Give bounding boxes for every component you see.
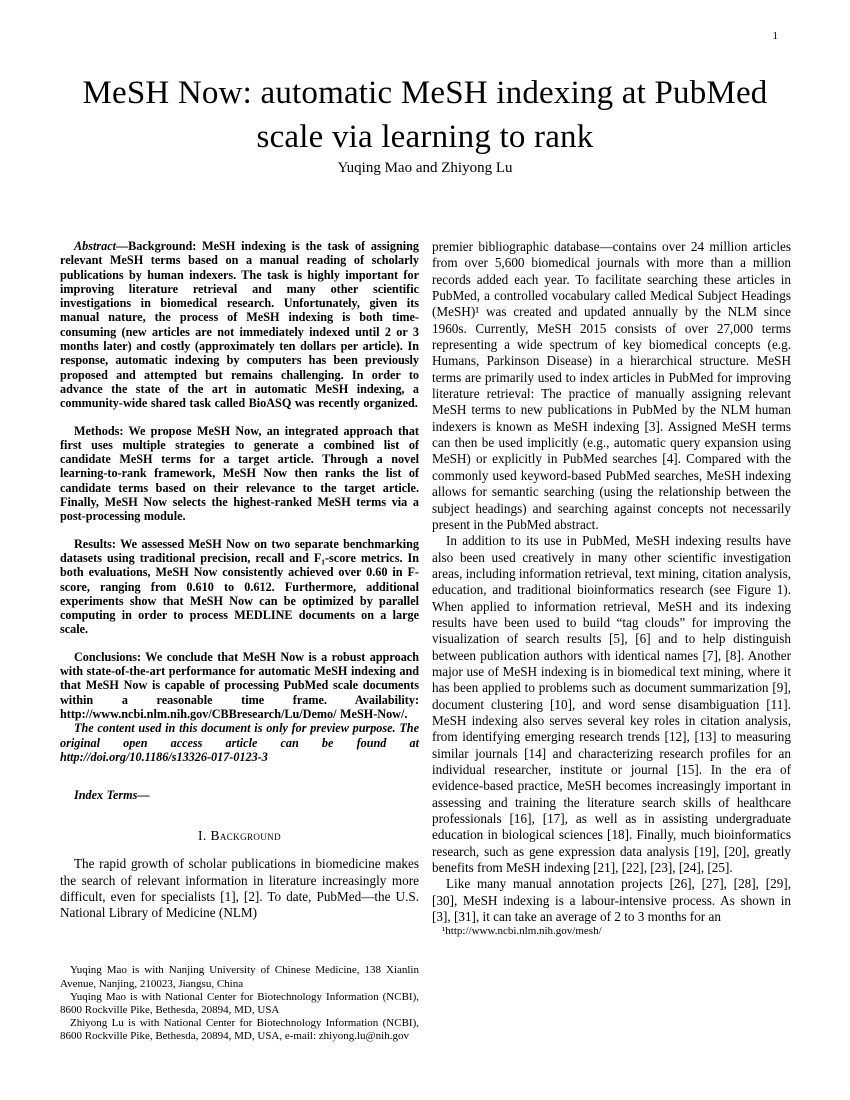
preview-note: The content used in this document is only for preview purpose. The original open access article can be found at http://doi.org/10.1186/s13326-017-0123-3 <box>60 721 419 764</box>
background-paragraph-right-2: In addition to its use in PubMed, MeSH indexing results have also been used creatively in many other scientific investigation areas, including information retrieval, text mining, citation analysis, education, and traditional bioinformatics research (see Figure 1). When applied to information retrieval, MeSH and its indexing results have been used to build “tag clouds” for improving the visualization of search results [5], [6] and to help distinguish between publication authors with identical names [7], [8]. Another major use of MeSH indexing is in biomedical text mining, where it has been applied to problems such as document summarization [9], document clustering [10], and word sense disambiguation [11]. MeSH indexing also serves several key roles in citation analysis, from identifying emerging research trends [12], [13] to measuring similar journals [14] and characterizing research profiles for an individual researcher, institute or journal [15]. In the era of evidence-based practice, MeSH becomes increasingly important in assessing and training the literature search skills of healthcare professionals [16], [17], as well as in assisting undergraduate education in biological sciences [18]. Finally, much bioinformatics research, such as gene expression data analysis [19], [20], greatly benefits from MeSH indexing [21], [22], [23], [24], [25]. <box>432 533 791 876</box>
index-terms-label: Index Terms— <box>74 788 150 803</box>
abstract-background-text: —Background: MeSH indexing is the task of assigning relevant MeSH terms based on a manual reading of scholarly publications by human indexers. The task is highly important for improving literature retrieval and many other scientific investigations in biomedical research. Unfortunately, given its manual nature, the process of MeSH indexing is both time-consuming (new articles are not immediately indexed until 2 or 3 months later) and costly (approximately ten dollars per article). In response, automatic indexing by computers has been previously proposed and attempted but remains challenging. In order to advance the state of the art in automatic MeSH indexing, a community-wide shared task called BioASQ was recently organized. <box>60 239 419 411</box>
page-number: 1 <box>772 30 778 42</box>
right-column <box>432 239 791 1043</box>
abstract-results-paragraph: Results: We assessed MeSH Now on two separate benchmarking datasets using traditional precision, recall and F₁-score metrics. In both evaluations, MeSH Now consistently achieved over 0.60 in F-score, ranging from 0.610 to 0.612. Furthermore, additional experiments show that MeSH Now can be optimized by parallel computing in order to process MEDLINE documents on a large scale. <box>60 536 419 637</box>
affiliation-footnote-2: Yuqing Mao is with National Center for Biotechnology Information (NCBI), 8600 Rockville Pike, Bethesda, 20894, MD, USA <box>60 990 419 1016</box>
affiliation-footnote-1: Yuqing Mao is with Nanjing University of Chinese Medicine, 138 Xianlin Avenue, Nanjing, 210023, Jiangsu, China <box>60 964 419 990</box>
left-column <box>60 239 419 1043</box>
paper-title: MeSH Now: automatic MeSH indexing at PubMed scale via learning to rank <box>82 75 768 155</box>
abstract-conclusions-paragraph: Conclusions: We conclude that MeSH Now is a robust approach with state-of-the-art performance for automatic MeSH indexing and that MeSH Now is capable of processing PubMed scale documents within a reasonable time frame. Availability: http://www.ncbi.nlm.nih.gov/CBBresearch/Lu/Demo/ MeSH-Now/. <box>60 649 419 721</box>
background-paragraph-right-3: Like many manual annotation projects [26], [27], [28], [29], [30], MeSH indexing is a labour-intensive process. As shown in [3], [31], it can take an average of 2 to 3 months for an <box>432 876 791 925</box>
two-column-body <box>60 239 791 1043</box>
abstract-background-paragraph <box>60 239 419 411</box>
abstract-methods-paragraph: Methods: We propose MeSH Now, an integrated approach that first uses multiple strategies to generate a combined list of candidate MeSH terms for a target article. Through a novel learning-to-rank framework, MeSH Now then ranks the list of candidate terms based on their relevance to the target article. Finally, MeSH Now selects the highest-ranked MeSH terms via a post-processing module. <box>60 423 419 524</box>
abstract-label: Abstract <box>74 239 116 253</box>
section-heading-background: I. Background <box>198 828 281 844</box>
background-paragraph-left: The rapid growth of scholar publications in biomedicine makes the search of relevant information in literature increasingly more difficult, even for specialists [1], [2]. To date, PubMed—the U.S. National Library of Medicine (NLM) <box>60 856 419 921</box>
background-paragraph-right-1: premier bibliographic database—contains over 24 million articles from over 5,600 biomedical journals with more than a million records added each year. To facilitate searching these articles in PubMed, a controlled vocabulary called Medical Subject Headings (MeSH)¹ was created and updated annually by the NLM since 1960s. Currently, MeSH 2015 consists of over 27,000 terms representing a wide spectrum of key biomedical concepts (e.g. Humans, Parkinson Disease) in a hierarchical structure. MeSH terms are primarily used to index articles in PubMed for improving literature retrieval: The practice of manually assigning relevant MeSH terms to new publications in PubMed by the NLM human indexers is known as MeSH indexing [3]. Assigned MeSH terms can then be used implicitly (e.g., automatic query expansion using MeSH) or explicitly in PubMed searches [4]. Compared with the commonly used keyword-based PubMed searches, MeSH indexing allows for semantic searching (using the relationship between the subject headings) and searching against concepts not necessarily present in the PubMed abstract. <box>432 239 791 532</box>
author-affiliations <box>60 954 419 1043</box>
affiliation-footnote-3: Zhiyong Lu is with National Center for Biotechnology Information (NCBI), 8600 Rockville Pike, Bethesda, 20894, MD, USA, e-mail: zhiyong.lu@nih.gov <box>60 1016 419 1042</box>
authors-line: Yuqing Mao and Zhiyong Lu <box>337 160 513 176</box>
mesh-url-footnote: ¹http://www.ncbi.nlm.nih.gov/mesh/ <box>442 925 602 938</box>
